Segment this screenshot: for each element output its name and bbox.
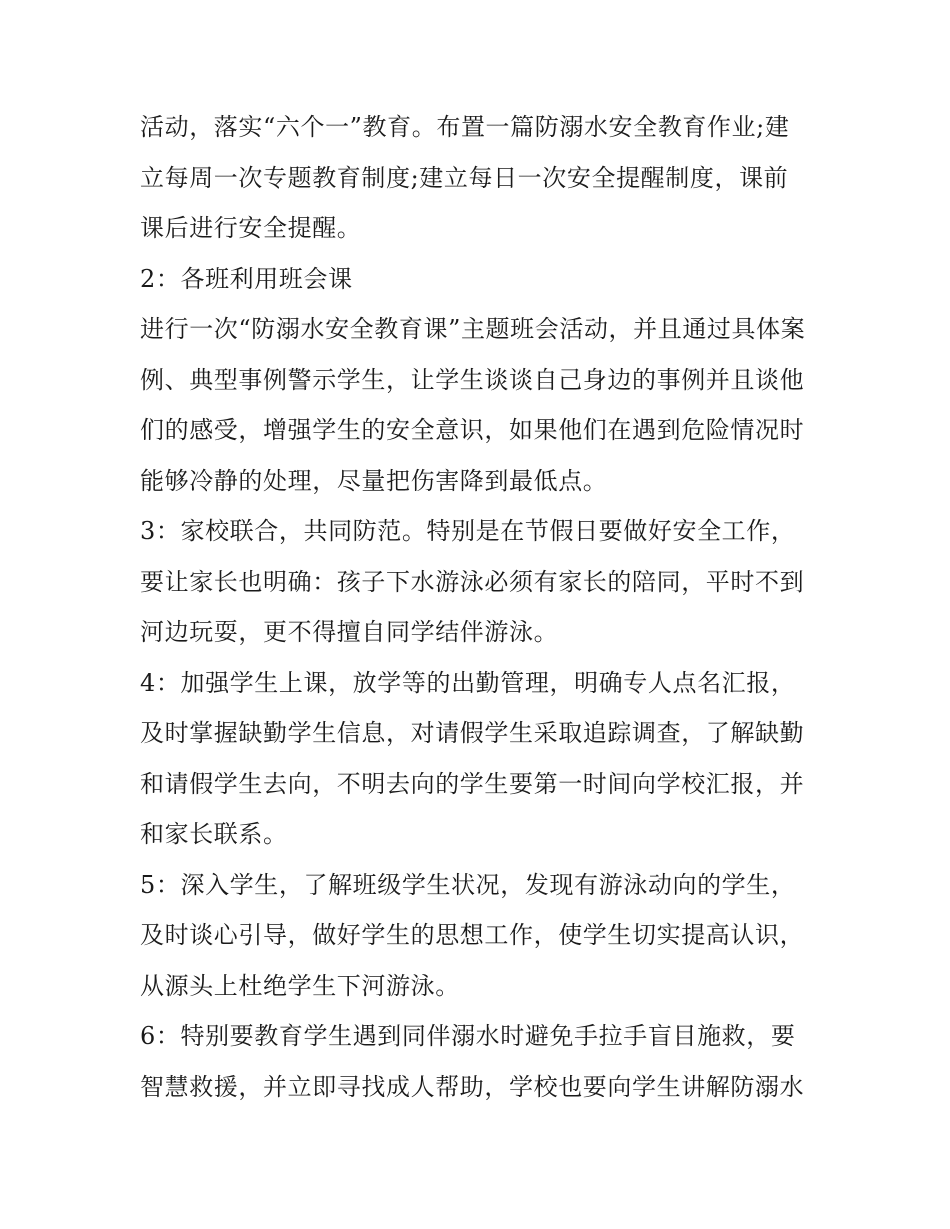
text-line: 及时掌握缺勤学生信息，对请假学生采取追踪调查，了解缺勤	[140, 719, 805, 747]
paragraph-4	[140, 506, 830, 658]
text-line: 活动，落实“六个一”教育。布置一篇防溺水安全教育作业;建	[140, 113, 790, 141]
text-line: 能够冷静的处理，尽量把伤害降到最低点。	[140, 466, 608, 495]
paragraph-3	[140, 304, 830, 506]
paragraph-1	[140, 102, 830, 254]
text-line: 立每周一次专题教育制度;建立每日一次安全提醒制度，课前	[140, 163, 789, 192]
text-line: 和请假学生去向，不明去向的学生要第一时间向学校汇报，并	[140, 769, 805, 798]
text-line: 河边玩耍，更不得擅自同学结伴游泳。	[140, 618, 559, 646]
text-line: 和家长联系。	[140, 820, 288, 848]
paragraph-5	[140, 658, 830, 860]
paragraph-7	[140, 1011, 830, 1112]
paragraph-6	[140, 860, 830, 1012]
text-line: 6：特别要教育学生遇到同伴溺水时避免手拉手盲目施救，要	[140, 1022, 796, 1050]
text-line: 进行一次“防溺水安全教育课”主题班会活动，并且通过具体案	[140, 315, 806, 343]
text-line: 3：家校联合，共同防范。特别是在节假日要做好安全工作，	[140, 517, 796, 545]
text-line: 智慧救援，并立即寻找成人帮助，学校也要向学生讲解防溺水	[140, 1072, 805, 1101]
paragraph-2	[140, 254, 830, 305]
text-line: 5：深入学生，了解班级学生状况，发现有游泳动向的学生，	[140, 870, 796, 899]
text-line: 课后进行安全提醒。	[140, 214, 362, 242]
text-line: 要让家长也明确：孩子下水游泳必须有家长的陪同，平时不到	[140, 567, 805, 596]
text-line: 及时谈心引导，做好学生的思想工作，使学生切实提高认识，	[140, 921, 805, 949]
text-line: 4：加强学生上课，放学等的出勤管理，明确专人点名汇报，	[140, 668, 796, 697]
text-line: 从源头上杜绝学生下河游泳。	[140, 971, 460, 1000]
text-line: 例、典型事例警示学生，让学生谈谈自己身边的事例并且谈他	[140, 365, 805, 394]
text-line: 们的感受，增强学生的安全意识，如果他们在遇到危险情况时	[140, 416, 805, 444]
text-line: 2：各班利用班会课	[140, 264, 353, 293]
document-body	[140, 102, 830, 1112]
